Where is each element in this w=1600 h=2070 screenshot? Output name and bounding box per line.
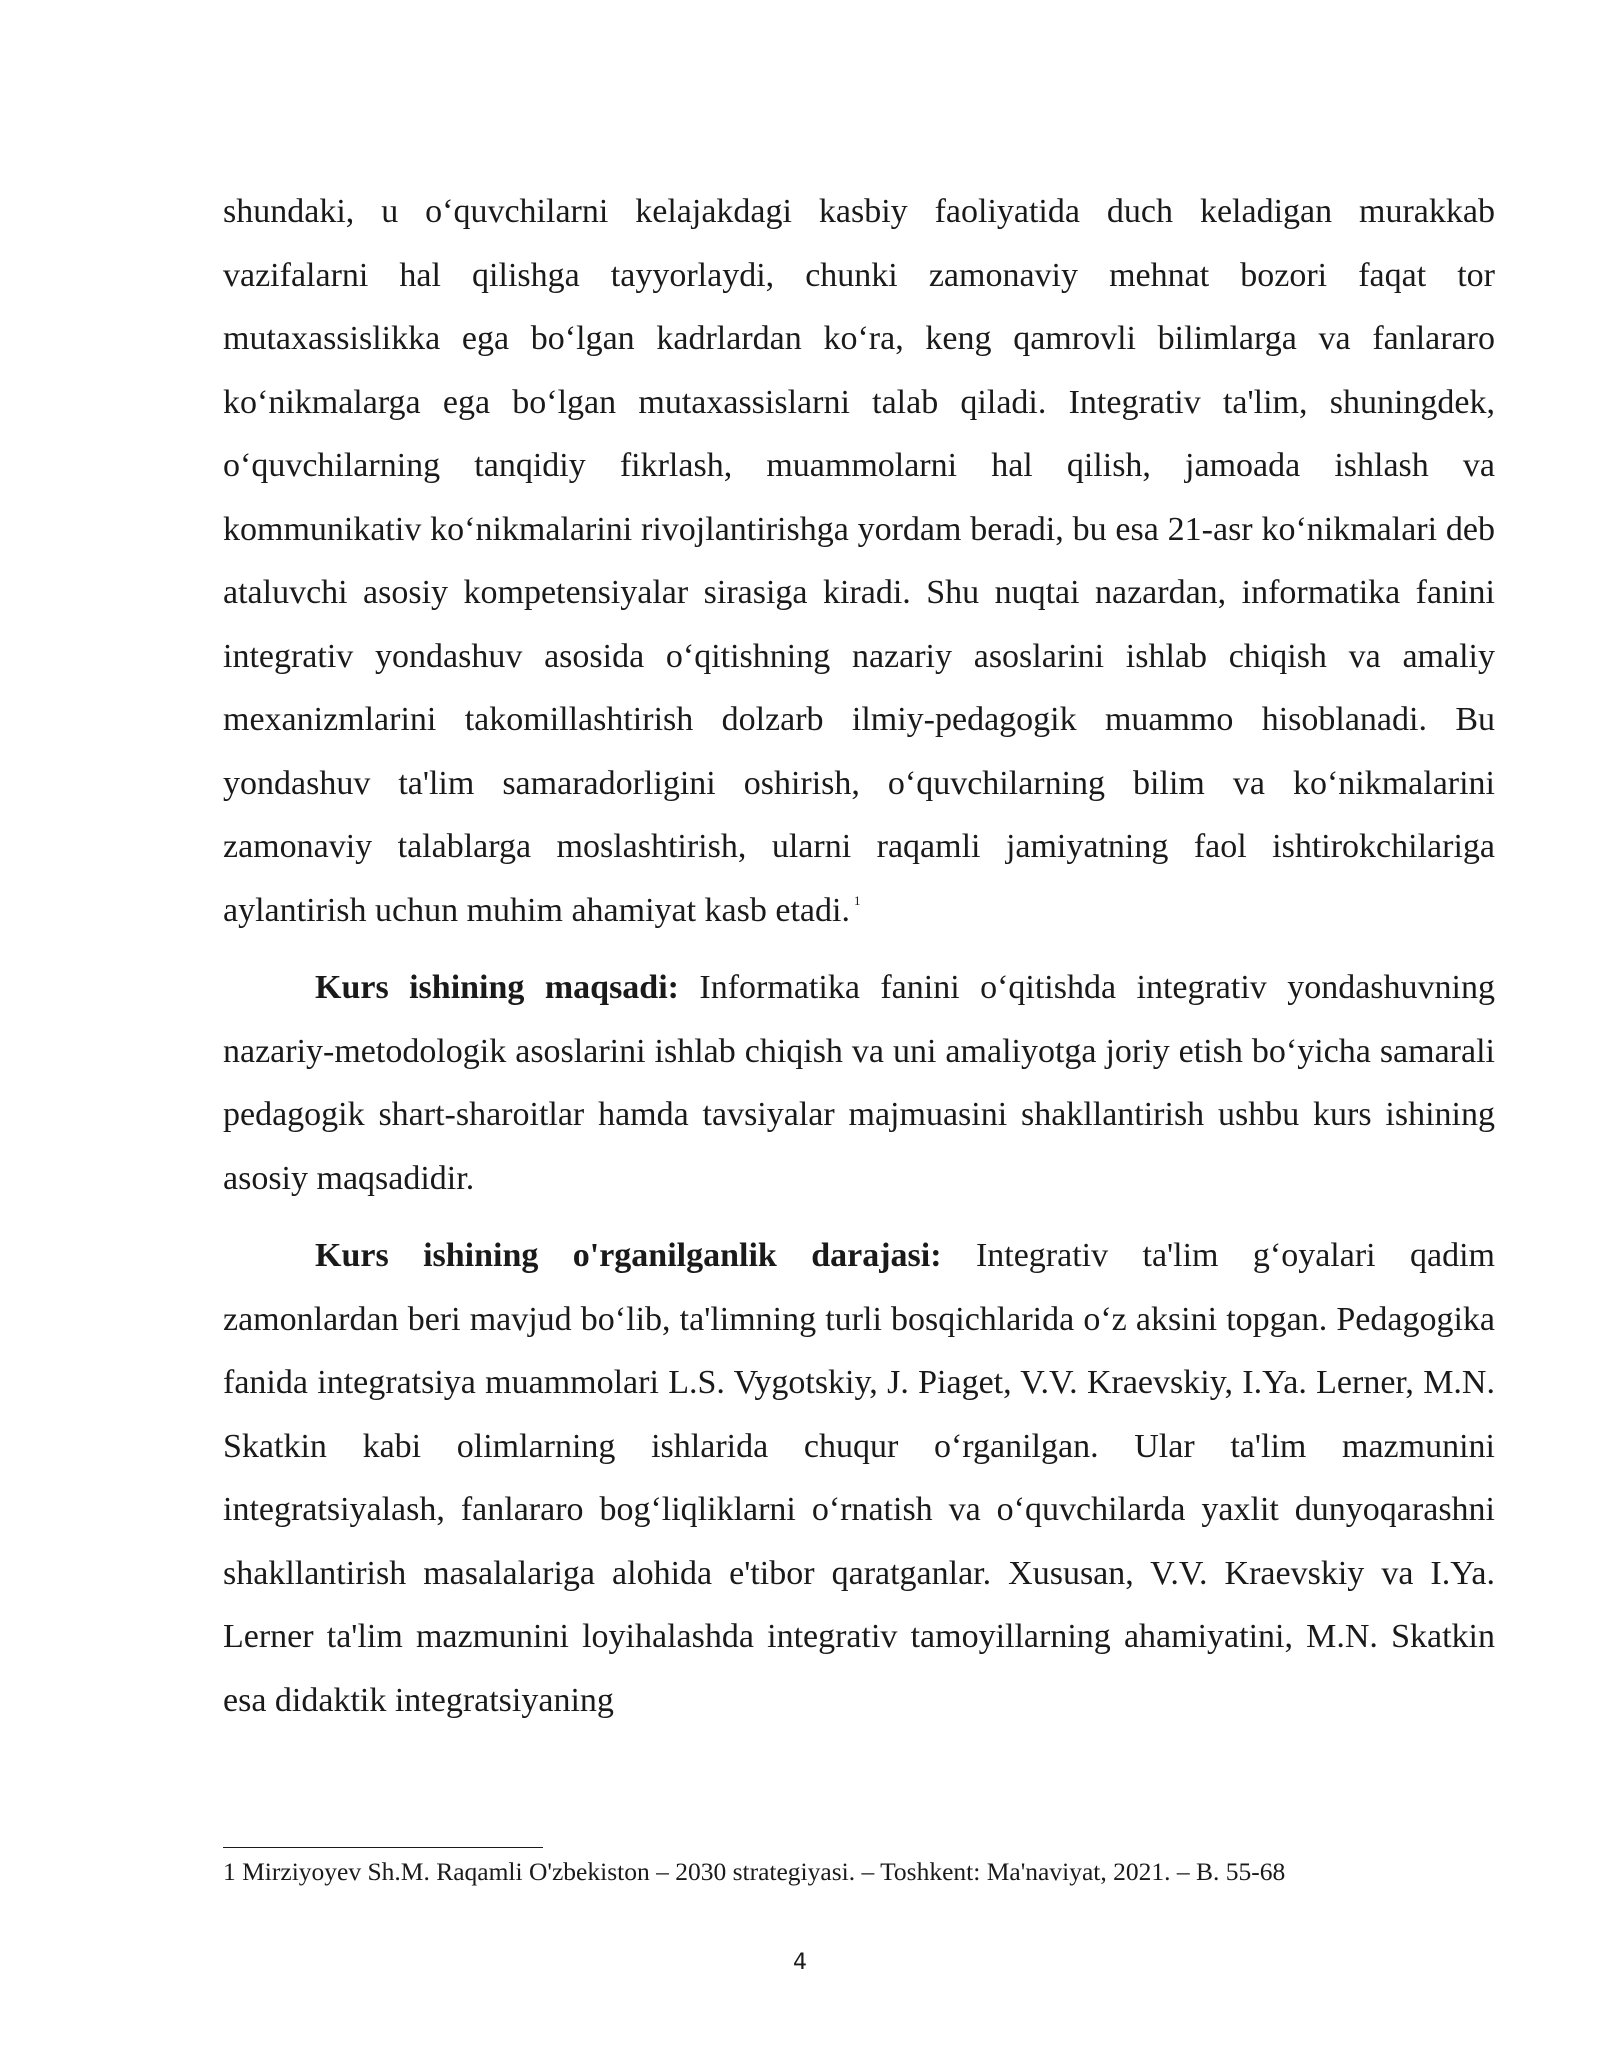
footnote	[223, 1854, 1495, 1890]
paragraph-1	[223, 180, 1495, 942]
page-number: 4	[793, 1950, 807, 1975]
footnote-reference[interactable]: 1	[853, 892, 861, 908]
footnote-separator	[223, 1847, 543, 1848]
body-text	[223, 180, 1495, 1732]
paragraph-study-level	[223, 1224, 1495, 1732]
paragraph-1-text: shundaki, u o‘quvchilarni kelajakdagi kasbiy faoliyatida duch keladigan murakkab vazifalarni hal qilishga tayyorlaydi, chunki zamonaviy mehnat bozori faqat tor mutaxassislikka ega bo‘lgan kadrlardan ko‘ra, keng qamrovli bilimlarga va fanlararo ko‘nikmalarga ega bo‘lgan mutaxassislarni talab qiladi. Integrativ ta'lim, shuningdek, o‘quvchilarning tanqidiy fikrlash, muammolarni hal qilish, jamoada ishlash va kommunikativ ko‘nikmalarini rivojlantirishga yordam beradi, bu esa 21-asr ko‘nikmalari deb ataluvchi asosiy kompetensiyalar sirasiga kiradi. Shu nuqtai nazardan, informatika fanini integrativ yondashuv asosida o‘qitishning nazariy asoslarini ishlab chiqish va amaliy mexanizmlarini takomillashtirish dolzarb ilmiy-pedagogik muammo hisoblanadi. Bu yondashuv ta'lim samaradorligini oshirish, o‘quvchilarning bilim va ko‘nikmalarini zamonaviy talablarga moslashtirish, ularni raqamli jamiyatning faol ishtirokchilariga aylantirish uchun muhim ahamiyat kasb etadi.	[223, 193, 1495, 929]
footnote-text: Mirziyoyev Sh.M. Raqamli O'zbekiston – 2030 strategiyasi. – Toshkent: Ma'naviyat, 2021. – B. 55-68	[235, 1857, 1286, 1886]
course-goal-text: Informatika fanini o‘qitishda integrativ yondashuvning nazariy-metodologik asoslarini ishlab chiqish va uni amaliyotga joriy etish bo‘yicha samarali pedagogik shart-sharoitlar hamda tavsiyalar majmuasini shakllantirish ushbu kurs ishining asosiy maqsadidir.	[223, 969, 1495, 1197]
study-level-heading: Kurs ishining o'rganilganlik darajasi:	[315, 1237, 942, 1274]
study-level-text: Integrativ ta'lim g‘oyalari qadim zamonlardan beri mavjud bo‘lib, ta'limning turli bosqichlarida o‘z aksini topgan. Pedagogika fanida integratsiya muammolari L.S. Vygotskiy, J. Piaget, V.V. Kraevskiy, I.Ya. Lerner, M.N. Skatkin kabi olimlarning ishlarida chuqur o‘rganilgan. Ular ta'lim mazmunini integratsiyalash, fanlararo bog‘liqliklarni o‘rnatish va o‘quvchilarda yaxlit dunyoqarashni shakllantirish masalalariga alohida e'tibor qaratganlar. Xususan, V.V. Kraevskiy va I.Ya. Lerner ta'lim mazmunini loyihalashda integrativ tamoyillarning ahamiyatini, M.N. Skatkin esa didaktik integratsiyaning	[223, 1237, 1495, 1719]
course-goal-heading: Kurs ishining maqsadi:	[315, 969, 679, 1006]
footnote-number: 1	[223, 1857, 236, 1886]
paragraph-course-goal	[223, 956, 1495, 1210]
